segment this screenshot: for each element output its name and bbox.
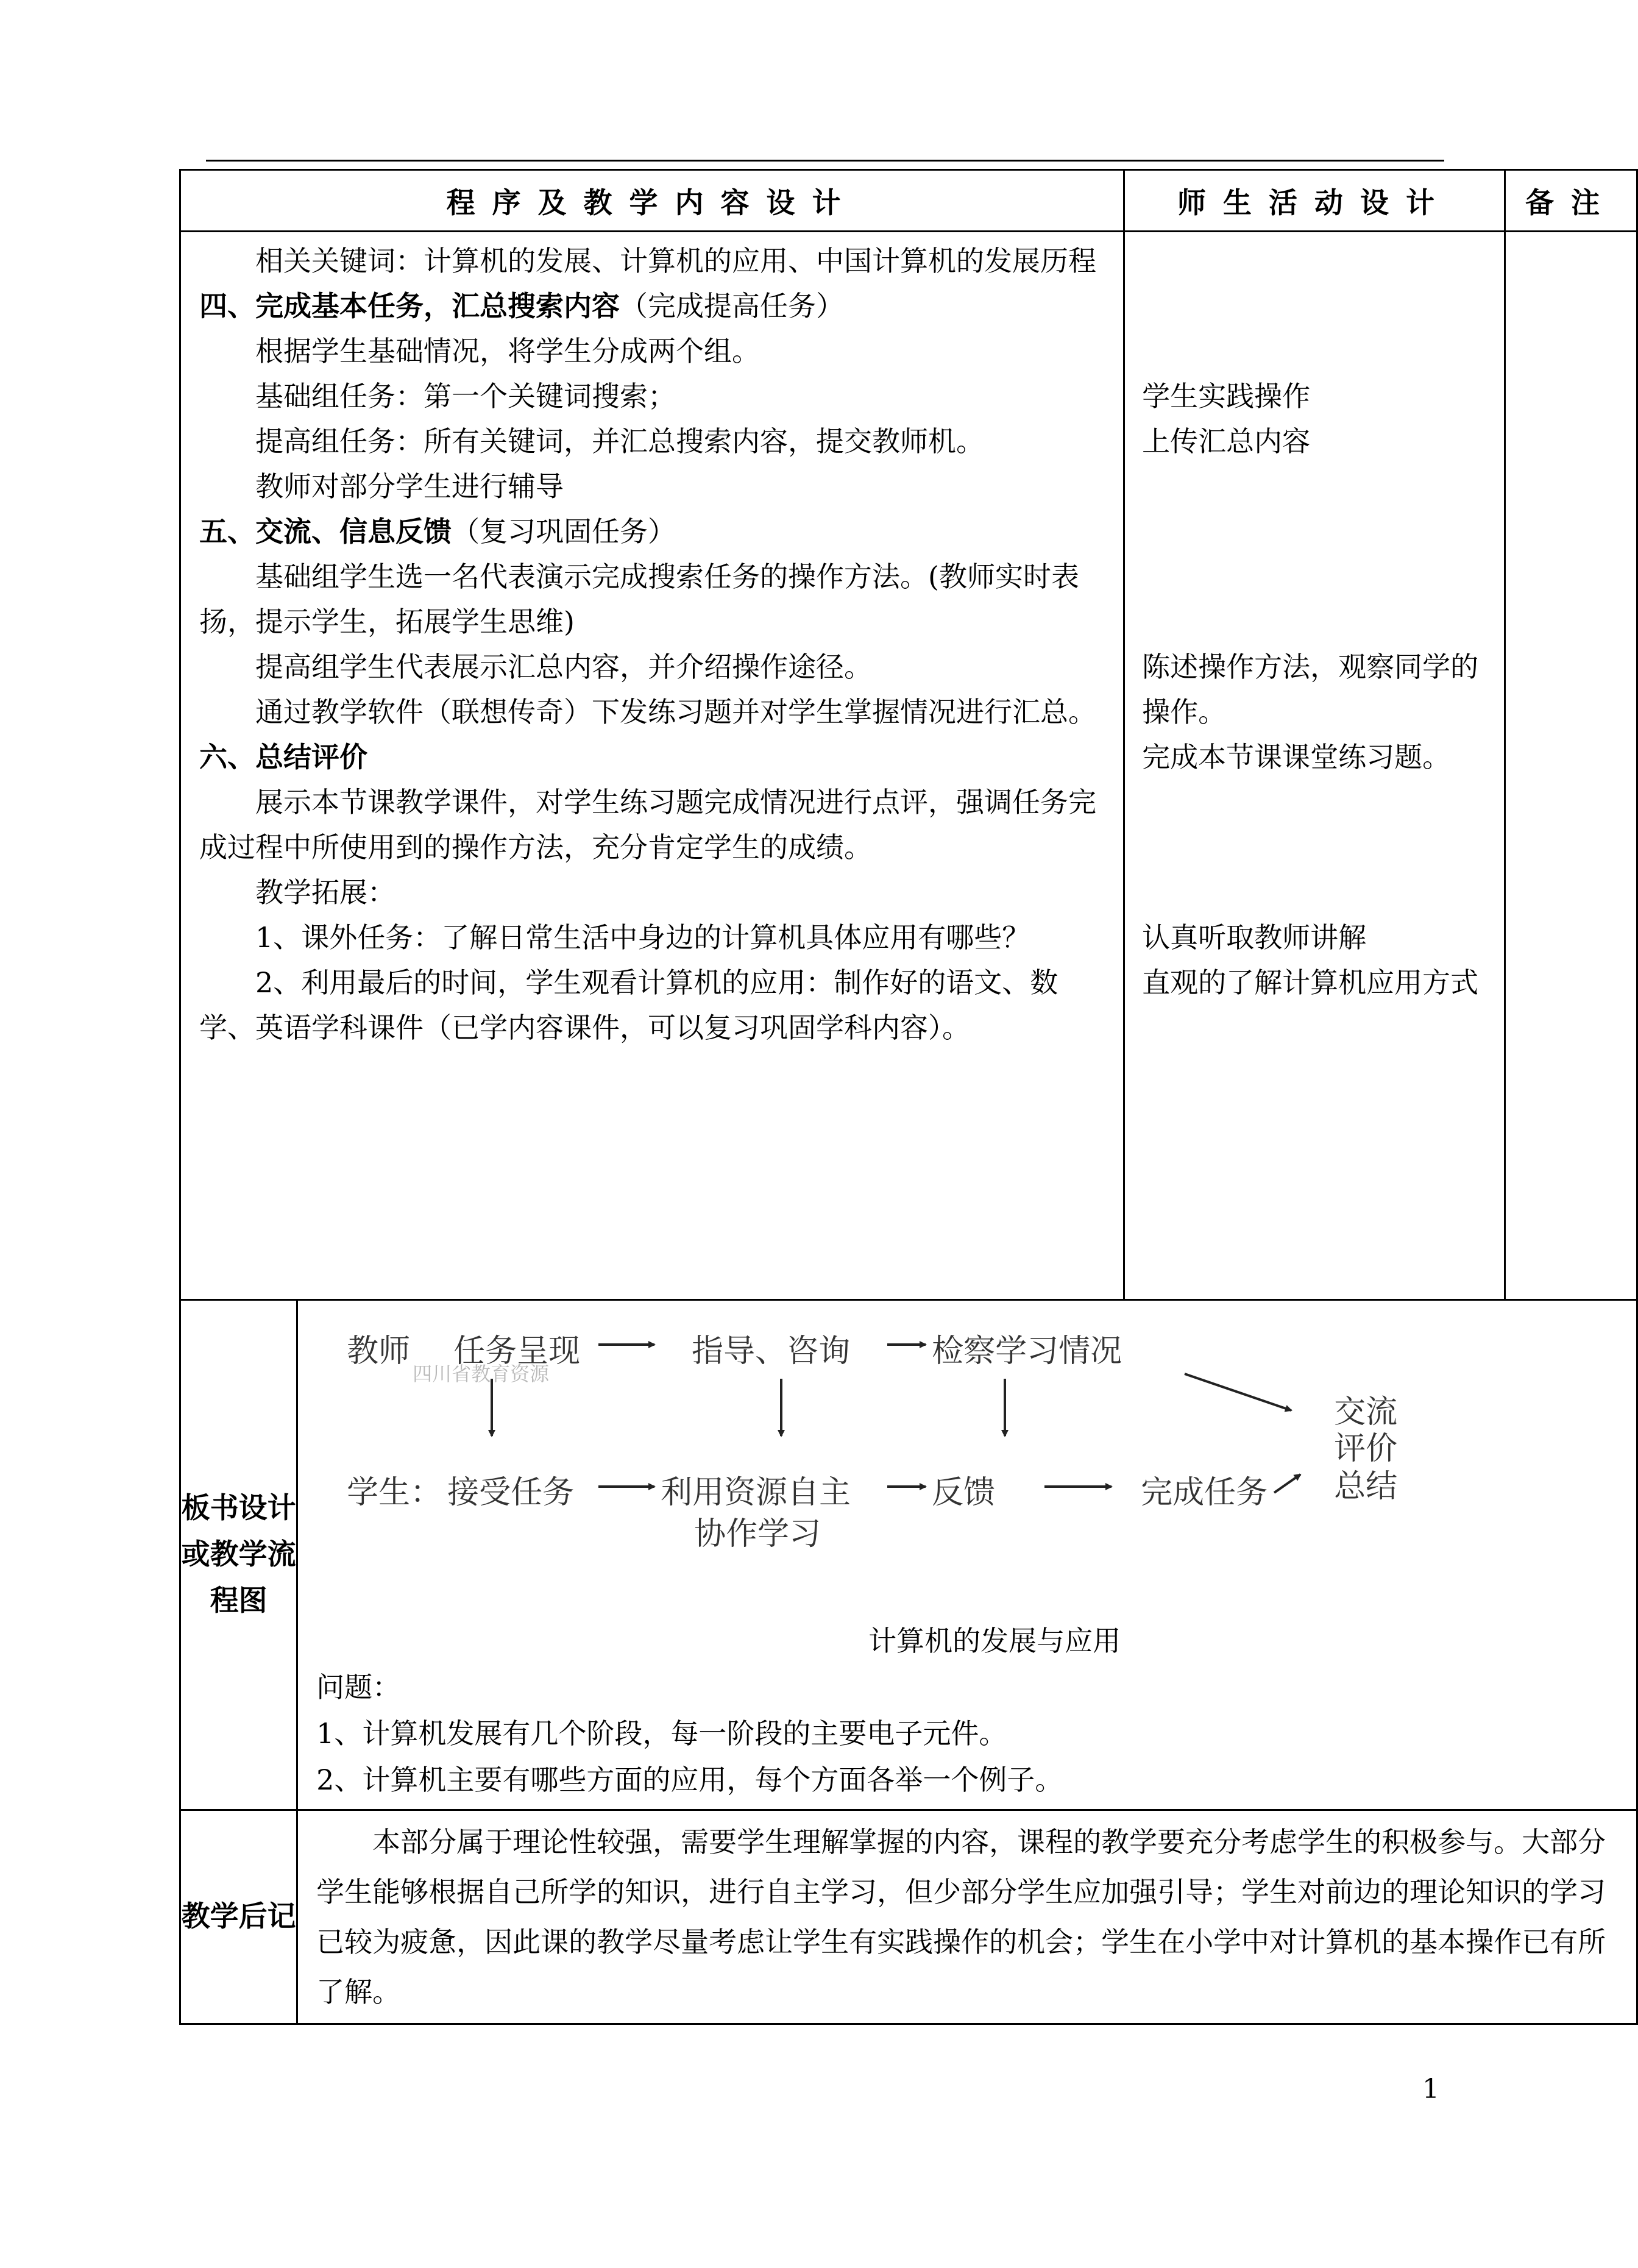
activity-describe: 陈述操作方法，观察同学的操作。 — [1142, 650, 1479, 728]
flow-accept: 接受任务 — [447, 1474, 575, 1511]
page-number: 1 — [1422, 2074, 1439, 2105]
section-4-heading — [199, 283, 1111, 329]
questions-heading: 问题： — [316, 1671, 401, 1704]
flowchart — [298, 1301, 1636, 1618]
paragraph-basic-task: 基础组任务：第一个关键词搜索； — [255, 380, 676, 413]
flow-task-show: 任务呈现 — [453, 1333, 581, 1370]
paragraph-present: 提高组学生代表展示汇总内容，并介绍操作途径。 — [255, 650, 872, 683]
postscript-text — [297, 1810, 1637, 2024]
paragraph-grouping: 根据学生基础情况，将学生分成两个组。 — [255, 335, 760, 368]
activities-content — [1124, 232, 1505, 1300]
board-title: 计算机的发展与应用 — [868, 1624, 1121, 1657]
flow-exchange: 交流 — [1334, 1394, 1398, 1431]
section-4-title: 四、完成基本任务，汇总搜索内容 — [199, 290, 620, 322]
procedure-content — [180, 232, 1124, 1300]
top-rule — [206, 160, 1444, 162]
notes-content — [1505, 232, 1637, 1300]
activity-upload: 上传汇总内容 — [1142, 425, 1311, 458]
section-5-title: 五、交流、信息反馈 — [199, 515, 452, 548]
section-6-heading — [199, 734, 1111, 780]
flow-summary: 总结 — [1334, 1468, 1398, 1505]
paragraph-demo: 基础组学生选一名代表演示完成搜索任务的操作方法。(教师实时表扬，提示学生，拓展学生思维) — [199, 560, 1079, 638]
board-row — [180, 1300, 1637, 1810]
board-text — [298, 1618, 1636, 1809]
board-content — [297, 1300, 1637, 1810]
flow-feedback: 反馈 — [932, 1474, 996, 1511]
paragraph-exercises: 通过教学软件（联想传奇）下发练习题并对学生掌握情况进行汇总。 — [255, 695, 1096, 728]
question-2: 2、计算机主要有哪些方面的应用，每个方面各举一个例子。 — [316, 1763, 1063, 1796]
keywords-paragraph: 相关关键词：计算机的发展、计算机的应用、中国计算机的发展历程 — [255, 244, 1096, 277]
watermark-text: 四川省教育资源 — [413, 1362, 550, 1385]
postscript-paragraph: 本部分属于理论性较强，需要学生理解掌握的内容，课程的教学要充分考虑学生的积极参与。大部分学生能够根据自己所学的知识，进行自主学习，但少部分学生应加强引导；学生对前边的理论知识的学习已较为疲惫，因此课的教学尽量考虑让学生有实践操作的机会；学生在小学中对计算机的基本操作已有所了解。 — [316, 1825, 1606, 2008]
paragraph-review: 展示本节课教学课件，对学生练习题完成情况进行点评，强调任务完成过程中所使用到的操作方法，充分肯定学生的成绩。 — [199, 786, 1096, 864]
flow-student: 学生： — [347, 1474, 442, 1511]
flow-check: 检察学习情况 — [932, 1333, 1122, 1370]
content-row — [180, 232, 1637, 1300]
header-procedure: 程序及教学内容设计 — [180, 170, 1124, 232]
flow-teacher: 教师 — [347, 1333, 411, 1370]
section-5-heading — [199, 509, 1111, 554]
section-5-note: （复习巩固任务） — [452, 515, 676, 548]
flow-complete: 完成任务 — [1141, 1474, 1268, 1511]
postscript-row — [180, 1810, 1637, 2024]
board-label: 板书设计或教学流程图 — [180, 1300, 297, 1810]
paragraph-extension-head: 教学拓展： — [255, 876, 395, 909]
flow-evaluate: 评价 — [1334, 1431, 1398, 1467]
paragraph-extension-1: 1、课外任务：了解日常生活中身边的计算机具体应用有哪些？ — [255, 921, 1030, 954]
paragraph-advanced-task: 提高组任务：所有关键词，并汇总搜索内容，提交教师机。 — [255, 425, 984, 458]
header-activities: 师生活动设计 — [1124, 170, 1505, 232]
paragraph-extension-2: 2、利用最后的时间，学生观看计算机的应用：制作好的语文、数学、英语学科课件（已学内容课件，可以复习巩固学科内容）。 — [199, 966, 1058, 1044]
section-4-note: （完成提高任务） — [620, 290, 844, 322]
section-6-title: 六、总结评价 — [199, 741, 367, 773]
activity-understand: 直观的了解计算机应用方式 — [1142, 966, 1479, 999]
activity-exercise: 完成本节课课堂练习题。 — [1142, 741, 1451, 773]
flow-cooperate: 协作学习 — [694, 1516, 821, 1552]
flow-use-resources: 利用资源自主 — [661, 1474, 851, 1511]
flow-guide: 指导、咨询 — [692, 1333, 851, 1370]
question-1: 1、计算机发展有几个阶段，每一阶段的主要电子元件。 — [316, 1717, 1007, 1750]
activity-listen: 认真听取教师讲解 — [1142, 921, 1367, 954]
header-row — [180, 170, 1637, 232]
lesson-plan-table — [179, 169, 1638, 2025]
header-notes: 备注 — [1505, 170, 1637, 232]
postscript-label: 教学后记 — [180, 1810, 297, 2024]
activity-practice: 学生实践操作 — [1142, 380, 1311, 413]
paragraph-tutoring: 教师对部分学生进行辅导 — [255, 470, 564, 503]
